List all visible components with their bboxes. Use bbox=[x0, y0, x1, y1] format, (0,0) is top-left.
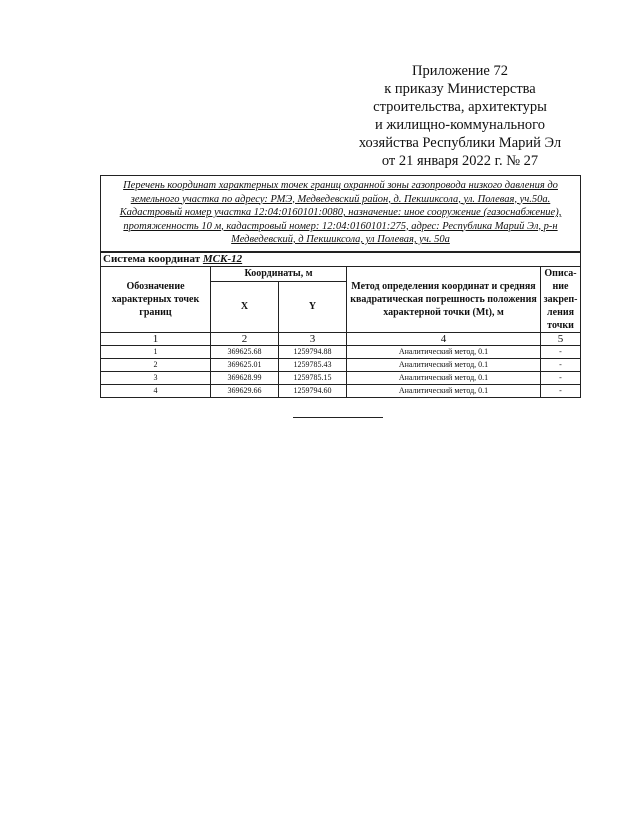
header-y: Y bbox=[279, 281, 347, 332]
point-number: 1 bbox=[101, 345, 211, 358]
fixing-cell: - bbox=[541, 345, 581, 358]
table-row bbox=[101, 384, 581, 397]
table-row bbox=[101, 371, 581, 384]
point-number: 2 bbox=[101, 358, 211, 371]
closing-divider bbox=[293, 417, 383, 418]
fixing-cell: - bbox=[541, 358, 581, 371]
appendix-line: от 21 января 2022 г. № 27 bbox=[381, 153, 539, 169]
header-fixing-description: Описа-ние закреп-ления точки bbox=[541, 266, 581, 332]
column-number: 5 bbox=[541, 332, 581, 345]
fixing-cell: - bbox=[541, 371, 581, 384]
point-number: 4 bbox=[101, 384, 211, 397]
coord-y: 1259794.60 bbox=[279, 384, 347, 397]
header-designation: Обозначение характерных точек границ bbox=[101, 266, 211, 332]
fixing-cell: - bbox=[541, 384, 581, 397]
coordinates-table bbox=[100, 175, 581, 398]
coord-x: 369625.01 bbox=[211, 358, 279, 371]
appendix-line: к приказу Министерства bbox=[384, 81, 536, 97]
coord-x: 369625.68 bbox=[211, 345, 279, 358]
coord-y: 1259794.88 bbox=[279, 345, 347, 358]
method-cell: Аналитический метод, 0.1 bbox=[347, 358, 541, 371]
appendix-line: Приложение 72 bbox=[412, 63, 508, 79]
parcel-description: Перечень координат характерных точек границ охранной зоны газопровода низкого давления до земельного участка по адресу: РМЭ, Медведевский район, д. Пекшиксола, ул. Полевая, уч.50а. Кадастровый номер участка 12:04:0160101:0080, назначение: иное сооружение (газоснабжение), протяженность 10 м, кадастровый номер: 12:04:0160101:275, адрес: Республика Марий Эл, р-н Медведевский, д Пекшиксола, ул Полевая, уч. 50а bbox=[101, 176, 581, 252]
coord-x: 369629.66 bbox=[211, 384, 279, 397]
coord-y: 1259785.43 bbox=[279, 358, 347, 371]
appendix-line: и жилищно-коммунального bbox=[374, 117, 546, 133]
method-cell: Аналитический метод, 0.1 bbox=[347, 345, 541, 358]
coordinate-system-row bbox=[101, 252, 581, 267]
method-cell: Аналитический метод, 0.1 bbox=[347, 384, 541, 397]
header-method: Метод определения координат и средняя квадратическая погрешность положения характерной точки (Mt), м bbox=[347, 266, 541, 332]
table-row bbox=[101, 345, 581, 358]
header-x: X bbox=[211, 281, 279, 332]
header-coordinates: Координаты, м bbox=[211, 266, 347, 281]
column-number: 4 bbox=[347, 332, 541, 345]
appendix-line: хозяйства Республики Марий Эл bbox=[358, 135, 562, 151]
coordinate-system-code: МСК-12 bbox=[202, 253, 243, 265]
column-number: 2 bbox=[211, 332, 279, 345]
table-row bbox=[101, 358, 581, 371]
column-number-row bbox=[101, 332, 581, 345]
column-number: 3 bbox=[279, 332, 347, 345]
coord-y: 1259785.15 bbox=[279, 371, 347, 384]
appendix-heading bbox=[330, 62, 590, 170]
method-cell: Аналитический метод, 0.1 bbox=[347, 371, 541, 384]
appendix-line: строительства, архитектуры bbox=[373, 99, 547, 115]
coordinate-system-label: Система координат bbox=[103, 253, 203, 265]
column-number: 1 bbox=[101, 332, 211, 345]
point-number: 3 bbox=[101, 371, 211, 384]
coord-x: 369628.99 bbox=[211, 371, 279, 384]
